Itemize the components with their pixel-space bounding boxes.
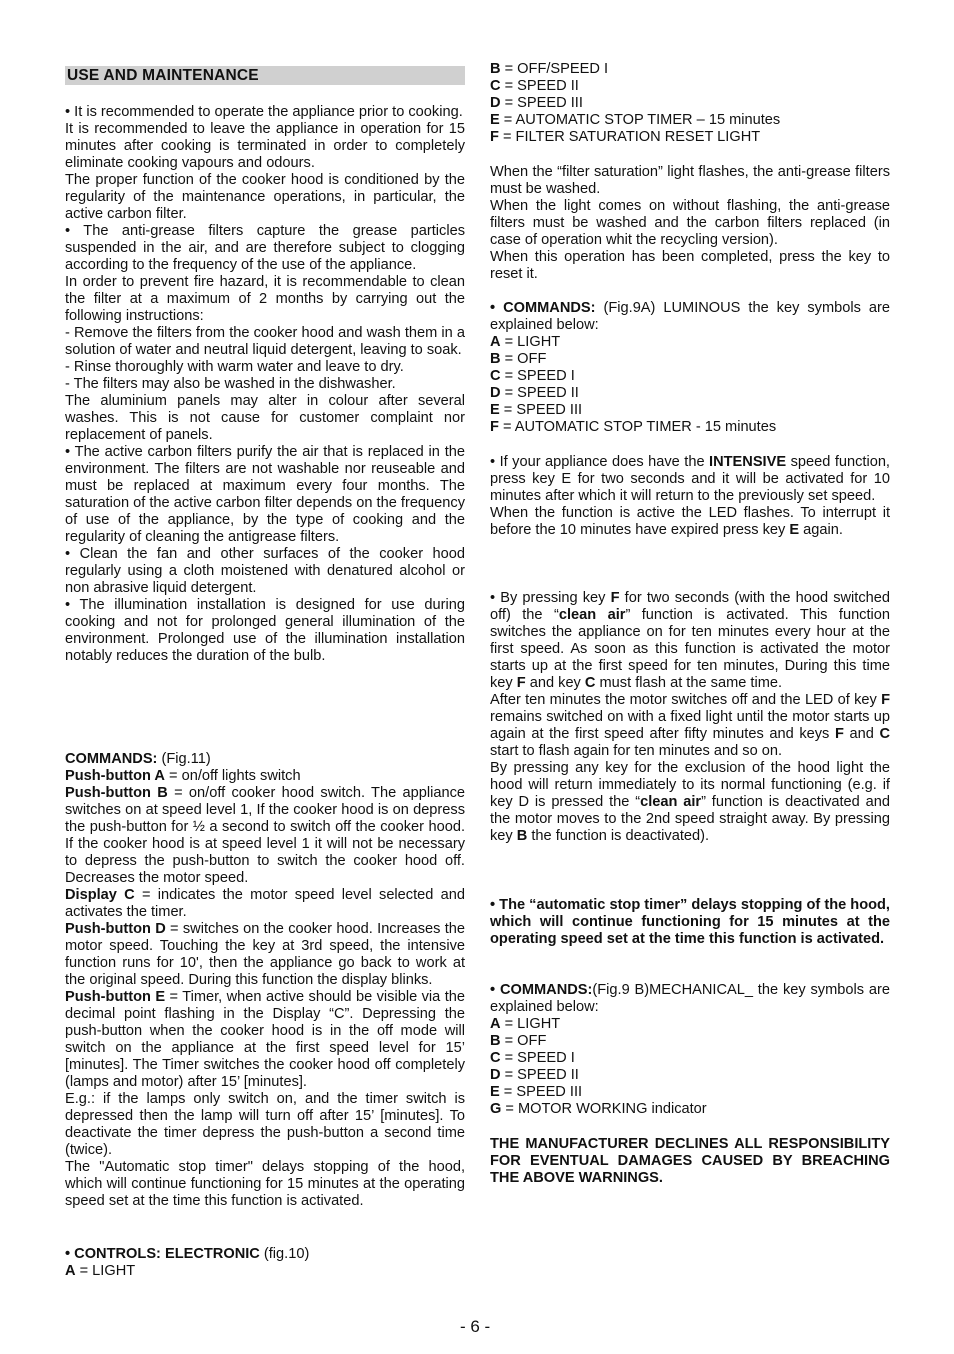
- controls-section: [65, 1246, 465, 1280]
- controls-title: • CONTROLS: ELECTRONIC (fig.10): [65, 1246, 310, 1262]
- page-number: - 6 -: [460, 1317, 491, 1336]
- commands-9a-title: • COMMANDS: (Fig.9A) LUMINOUS the key symbols are explained below:: [490, 300, 890, 333]
- paragraph: • Clean the fan and other surfaces of the cooker hood regularly using a cloth moistened with denatured alcohol or non abrasive liquid detergent.: [65, 546, 465, 596]
- key-item: C = SPEED I: [490, 368, 575, 384]
- paragraph: The proper function of the cooker hood is conditioned by the regularity of the maintenance operations, in particular, the active carbon filter.: [65, 172, 465, 222]
- push-button-e: Push-button E = Timer, when active should be visible via the decimal point flashing in the Display “C”. Depressing the push-button when the cooker hood is in the off mode will switch on the appliance at the first speed level for 15’ [minutes]. The Timer switches the cooker hood off completely (lamps and motor) after 15’ [minutes].: [65, 989, 465, 1090]
- display-c: Display C = indicates the motor speed level selected and activates the timer.: [65, 887, 465, 920]
- key-item: F = FILTER SATURATION RESET LIGHT: [490, 129, 761, 145]
- timer-bold-text: • The “automatic stop timer” delays stopping of the hood, which will continue functioning for 15 minutes at the operating speed set at the time this function is activated.: [490, 897, 890, 947]
- clean-air-para-2: After ten minutes the motor switches off and the LED of key F remains switched on with a fixed light until the motor starts up again at the first speed after fifty minutes and keys F and C start to flash again for ten minutes and so on.: [490, 692, 890, 759]
- key-item: F = AUTOMATIC STOP TIMER - 15 minutes: [490, 419, 777, 435]
- push-button-b: Push-button B = on/off cooker hood switch. The appliance switches on at speed level 1, If the cooker hood is on depress the push-button for ½ a second to switch off the cooker hood. If the cooker hood is at speed level 1 it will not be necessary to depress the push-button to switch the cooker hood off. Decreases the motor speed.: [65, 785, 465, 886]
- key-item: C = SPEED I: [490, 1050, 575, 1066]
- key-item: B = OFF: [490, 1033, 547, 1049]
- intensive-text: • If your appliance does have the INTENSIVE speed function, press key E for two seconds and it will be activated for 10 minutes after which it will return to the previously set speed.: [490, 454, 890, 504]
- control-a: A = LIGHT: [65, 1263, 136, 1279]
- key-item: B = OFF/SPEED I: [490, 61, 608, 77]
- warning-text: THE MANUFACTURER DECLINES ALL RESPONSIBILITY FOR EVENTUAL DAMAGES CAUSED BY BREACHING THE ABOVE WARNINGS.: [490, 1136, 890, 1186]
- paragraph: • The active carbon filters purify the air that is replaced in the environment. The filters are not washable nor reuseable and must be replaced at maximum every four months. The saturation of the active carbon filter depends on the frequency of use of the appliance, by the type of cooking and the regularity of cleaning the antigrease filters.: [65, 444, 465, 545]
- paragraph: - Rinse thoroughly with warm water and leave to dry.: [65, 359, 404, 375]
- key-item: G = MOTOR WORKING indicator: [490, 1101, 707, 1117]
- key-item: A = LIGHT: [490, 334, 561, 350]
- paragraph: When this operation has been completed, press the key to reset it.: [490, 249, 890, 282]
- push-button-d: Push-button D = switches on the cooker hood. Increases the motor speed. Touching the key at 3rd speed, the intensive function runs for 10', then the appliance go back to work at the original speed. During this function the display blinks.: [65, 921, 465, 988]
- paragraph: In order to prevent fire hazard, it is recommendable to clean the filter at a maximum of 2 months by carrying out the following instructions:: [65, 274, 465, 324]
- key-item: B = OFF: [490, 351, 547, 367]
- commands-title: COMMANDS: (Fig.11): [65, 751, 211, 767]
- commands-mechanical: [490, 982, 890, 1118]
- key-item: E = AUTOMATIC STOP TIMER – 15 minutes: [490, 112, 781, 128]
- paragraph: When the light comes on without flashing, the anti-grease filters must be washed and the carbon filters replaced (in case of operation whit the recycling version).: [490, 198, 890, 248]
- paragraph: When the “filter saturation” light flashes, the anti-grease filters must be washed.: [490, 164, 890, 197]
- paragraph: • The anti-grease filters capture the grease particles suspended in the air, and are therefore subject to clogging according to the frequency of the use of the appliance.: [65, 223, 465, 273]
- paragraph: - Remove the filters from the cooker hood and wash them in a solution of water and neutral liquid detergent, leaving to soak.: [65, 325, 465, 358]
- timer-note: [490, 897, 890, 948]
- automatic-stop-text: The "Automatic stop timer" delays stopping of the hood, which will continue functioning for 15 minutes at the operating speed set at the time this function is activated.: [65, 1159, 465, 1209]
- warning-block: [490, 1136, 890, 1187]
- key-item: D = SPEED II: [490, 1067, 579, 1083]
- key-item: D = SPEED III: [490, 95, 583, 111]
- push-button-a: Push-button A = on/off lights switch: [65, 768, 301, 784]
- section-heading: USE AND MAINTENANCE: [65, 66, 465, 85]
- filter-saturation-text: [490, 164, 890, 283]
- paragraph: The aluminium panels may alter in colour after several washes. This is not cause for customer complaint nor replacement of panels.: [65, 393, 465, 443]
- commands-luminous: [490, 300, 890, 436]
- led-text: When the function is active the LED flashes. To interrupt it before the 10 minutes have expired press key E again.: [490, 505, 890, 538]
- key-list-electronic: [490, 61, 890, 146]
- key-item: C = SPEED II: [490, 78, 579, 94]
- key-item: E = SPEED III: [490, 1084, 583, 1100]
- maintenance-text: [65, 104, 465, 665]
- key-item: D = SPEED II: [490, 385, 579, 401]
- example-text: E.g.: if the lamps only switch on, and the timer switch is depressed then the lamp will turn off after 15’ [minutes]. To deactivate the timer depress the push-button a second time (twice).: [65, 1091, 465, 1158]
- clean-air-para-3: By pressing any key for the exclusion of the hood light the hood will return immediately to its normal functioning (e.g. if key D is pressed the “clean air” function is deactivated and the motor moves to the 2nd speed straight away. By pressing key B the function is deactivated).: [490, 760, 890, 844]
- key-item: A = LIGHT: [490, 1016, 561, 1032]
- paragraph: • It is recommended to operate the appliance prior to cooking.: [65, 104, 463, 120]
- intensive-section: [490, 454, 890, 539]
- clean-air-section: [490, 590, 890, 845]
- clean-air-para-1: • By pressing key F for two seconds (with the hood switched off) the “clean air” function is activated. This function switches the appliance on for ten minutes every hour at the first speed. As soon as this function is activated the motor starts up at the first speed for ten minutes, During this time key F and key C must flash at the same time.: [490, 590, 891, 691]
- paragraph: • The illumination installation is designed for use during cooking and not for prolonged general illumination of the environment. Prolonged use of the illumination installation notably reduces the duration of the bulb.: [65, 597, 465, 664]
- commands-9b-title: • COMMANDS:(Fig.9 B)MECHANICAL_ the key symbols are explained below:: [490, 982, 890, 1015]
- commands-section: [65, 751, 465, 1210]
- key-item: E = SPEED III: [490, 402, 583, 418]
- paragraph: - The filters may also be washed in the dishwasher.: [65, 376, 396, 392]
- paragraph: It is recommended to leave the appliance in operation for 15 minutes after cooking is terminated in order to completely eliminate cooking vapours and odours.: [65, 121, 465, 171]
